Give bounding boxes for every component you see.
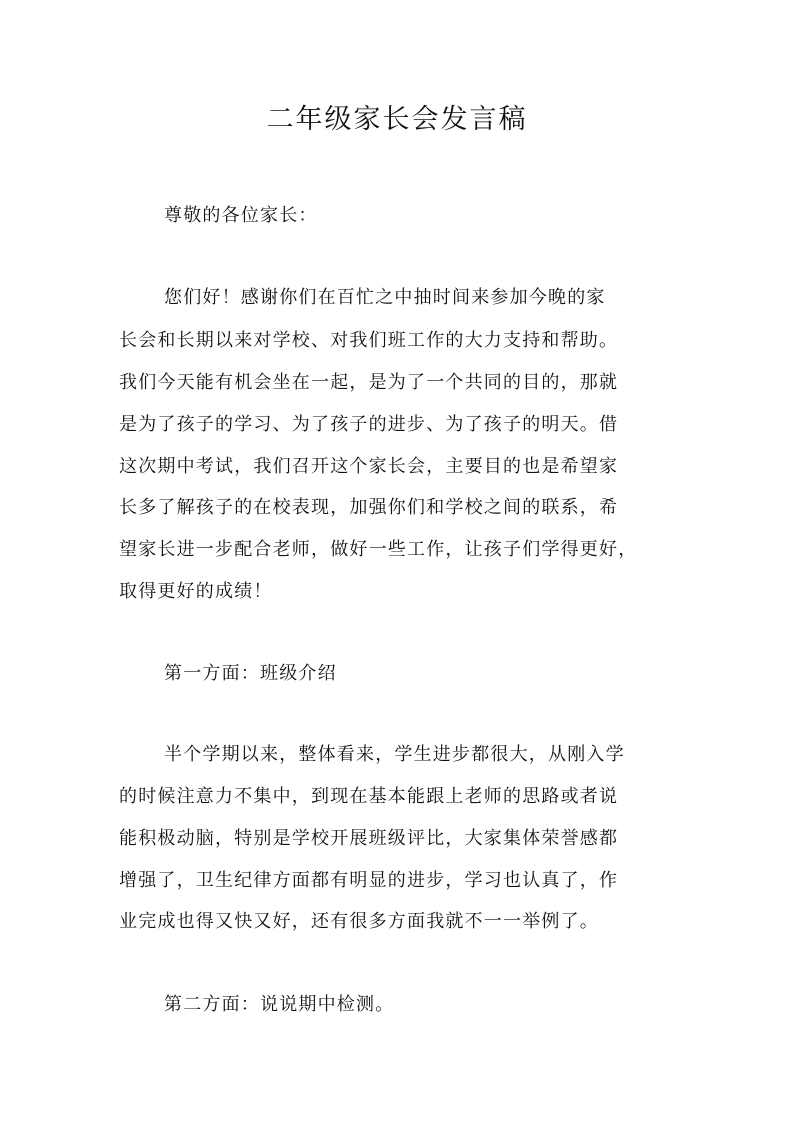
paragraph-line: 您们好！感谢你们在百忙之中抽时间来参加今晚的家: [164, 287, 606, 308]
paragraph-line: 这次期中考试，我们召开这个家长会，主要目的也是希望家: [119, 456, 619, 477]
paragraph-line: 能积极动脑，特别是学校开展班级评比，大家集体荣誉感都: [119, 828, 619, 849]
paragraph-line: 增强了，卫生纪律方面都有明显的进步，学习也认真了，作: [119, 870, 619, 891]
paragraph-line: 业完成也得又快又好，还有很多方面我就不一一举例了。: [119, 911, 599, 932]
paragraph-line: 的时候注意力不集中，到现在基本能跟上老师的思路或者说: [119, 786, 619, 807]
paragraph-line: 取得更好的成绩！: [119, 581, 273, 602]
paragraph-line: 半个学期以来，整体看来，学生进步都很大，从刚入学: [164, 744, 625, 765]
document-title: 二年级家长会发言稿: [266, 104, 528, 135]
paragraph-line: 是为了孩子的学习、为了孩子的进步、为了孩子的明天。借: [119, 414, 619, 435]
section-heading-class-intro: 第一方面：班级介绍: [164, 663, 337, 684]
salutation: 尊敬的各位家长：: [164, 205, 318, 226]
paragraph-line: 我们今天能有机会坐在一起，是为了一个共同的目的，那就: [119, 372, 619, 393]
paragraph-line: 望家长进一步配合老师，做好一些工作，让孩子们学得更好，: [119, 539, 638, 560]
paragraph-line: 长会和长期以来对学校、对我们班工作的大力支持和帮助。: [119, 330, 619, 351]
section-heading-midterm: 第二方面：说说期中检测。: [164, 994, 395, 1015]
paragraph-line: 长多了解孩子的在校表现，加强你们和学校之间的联系，希: [119, 497, 619, 518]
